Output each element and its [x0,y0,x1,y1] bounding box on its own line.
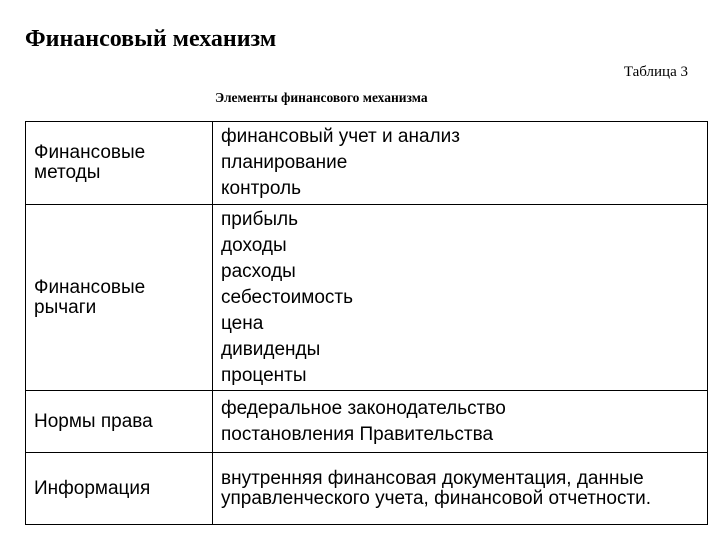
category-cell-levers: Финансовые рычаги [26,205,213,391]
list-item: цена [221,312,264,334]
category-cell-information: Информация [26,453,213,525]
list-item: контроль [221,178,301,199]
list-item: проценты [221,364,307,386]
list-item: постановления Правительства [221,423,494,445]
table-row-levers [26,205,708,391]
category-cell-law: Нормы права [26,391,213,453]
table-row-methods [26,122,708,205]
items-cell-methods [213,122,708,205]
items-cell-information: внутренняя финансовая документация, данные управленческого учета, финансовой отчетности. [213,453,708,525]
list-item: прибыль [221,208,298,230]
financial-mechanism-table [25,121,708,525]
page-title: Финансовый механизм [25,26,277,52]
items-cell-law [213,391,708,453]
list-item: расходы [221,260,296,282]
table-row-information [26,453,708,525]
table-caption: Элементы финансового механизма [215,90,428,105]
list-item: федеральное законодательство [221,397,506,419]
table-row-law [26,391,708,453]
table-number: Таблица 3 [623,64,688,80]
category-cell-methods: Финансовые методы [26,122,213,205]
list-item: себестоимость [221,286,353,308]
list-item: дивиденды [221,338,321,360]
list-item: планирование [221,152,348,173]
list-item: финансовый учет и анализ [221,126,460,147]
list-item: доходы [221,234,287,256]
items-cell-levers [213,205,708,391]
